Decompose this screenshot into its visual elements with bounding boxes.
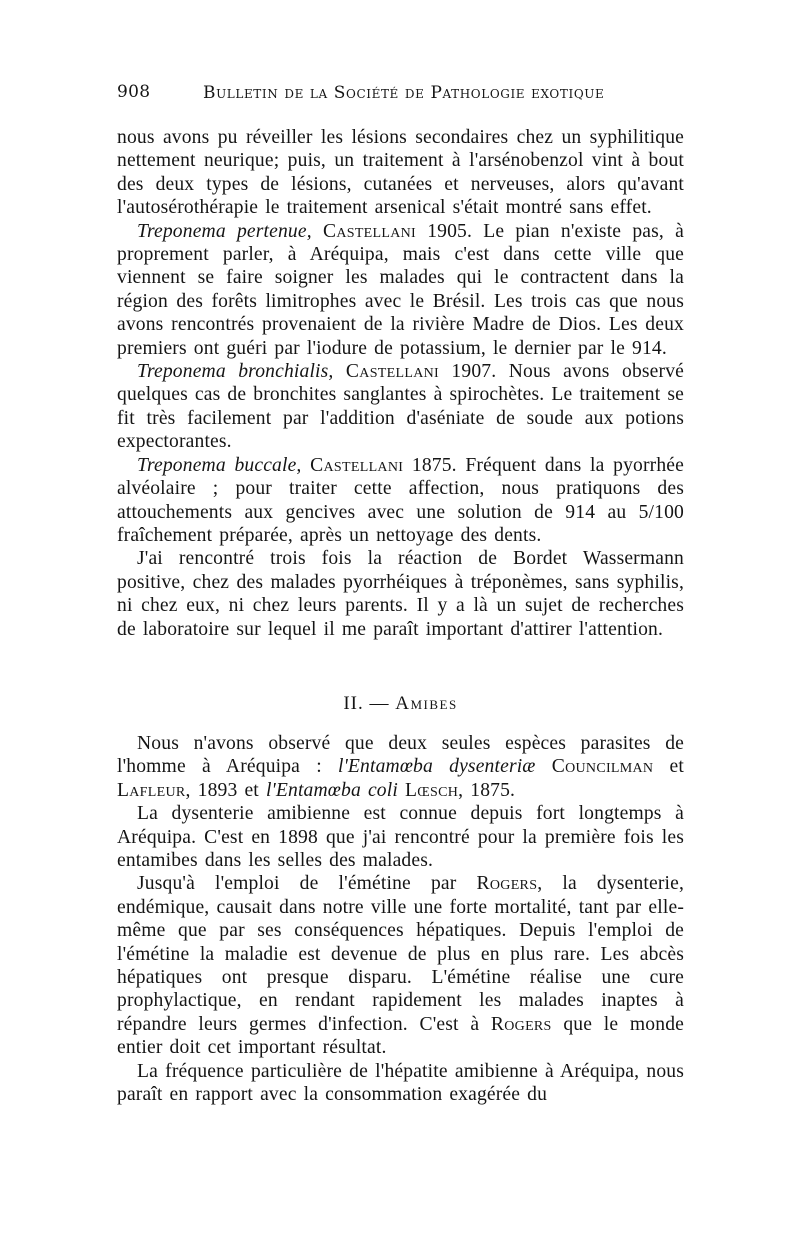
body-text-bottom	[117, 732, 684, 1107]
paragraph	[117, 1060, 684, 1107]
paragraph	[117, 802, 684, 872]
paragraph-text: Jusqu'à l'emploi de l'émétine par	[137, 873, 477, 895]
paragraph	[117, 732, 684, 802]
paragraph-text: nous avons pu réveiller les lésions secondaires chez un syphilitique nettement neurique; puis, un traitement à l'arsénobenzol vint à bout des deux types de lésions, cutanées et nerveuses, alors qu'avant l'autosérothérapie le traitement arsenical s'était montré sans effet.	[117, 127, 684, 219]
author-name: Rogers	[476, 873, 538, 895]
species-name: l'Entamœba coli	[265, 779, 398, 801]
author-name: Castellani	[345, 361, 439, 383]
section-title: Amibes	[395, 693, 458, 714]
paragraph-text: , 1893 et	[185, 779, 266, 801]
paragraph-text: que le monde entier doit cet important résultat.	[117, 1013, 684, 1059]
paragraph	[117, 547, 684, 641]
author-name: Castellani	[322, 220, 417, 242]
journal-title: Bulletin de la Société de Pathologie exotique	[203, 83, 605, 103]
paragraph-text: J'ai rencontré trois fois la réaction de Bordet Wassermann positive, chez des malades pyorrhéiques à tréponèmes, sans syphilis, ni chez eux, ni chez leurs parents. Il y a là un sujet de recherches de laboratoire sur lequel il me paraît important d'attirer l'attention.	[117, 548, 684, 640]
paragraph	[117, 126, 684, 220]
running-head	[117, 82, 697, 108]
section-number: II. —	[343, 693, 390, 714]
author-name: Castellani	[310, 454, 404, 476]
species-name: Treponema buccale,	[137, 454, 302, 476]
species-name: Treponema bronchialis,	[137, 361, 334, 383]
paragraph	[117, 454, 684, 548]
paragraph-text: et	[653, 756, 684, 778]
body-text-top	[117, 126, 684, 641]
author-name: Lœsch	[405, 779, 459, 801]
author-name: Lafleur	[117, 779, 186, 801]
paragraph-text: 1875. Fréquent dans la pyorrhée alvéolaire ; pour traiter cette affection, nous pratiquons des attouchements aux gencives avec une solution de 914 au 5/100 fraîchement préparée, après un nettoyage des dents.	[117, 454, 684, 546]
section-heading	[117, 693, 684, 715]
paragraph	[117, 220, 684, 360]
paragraph	[117, 872, 684, 1059]
paragraph	[117, 360, 684, 454]
author-name: Councilman	[551, 756, 654, 778]
paragraph-text: , 1875.	[458, 779, 516, 801]
page-number: 908	[117, 82, 151, 102]
paragraph-text: 1905. Le pian n'existe pas, à proprement parler, à Aréquipa, mais c'est dans cette ville que viennent se faire soigner les malades qui le contractent dans la région des forêts limitrophes avec le Brésil. Les trois cas que nous avons rencontrés provenaient de la rivière Madre de Dios. Les deux premiers ont guéri par l'iodure de potassium, le dernier par le 914.	[117, 220, 684, 359]
paragraph-text: La fréquence particulière de l'hépatite amibienne à Aréquipa, nous paraît en rapport avec la consommation exagérée du	[117, 1060, 684, 1106]
paragraph-text: , la dysenterie, endémique, causait dans notre ville une forte mortalité, tant par elle-même que par ses conséquences hépatiques. Depuis l'emploi de l'émétine la maladie est devenue de plus en plus rare. Les abcès hépatiques ont presque disparu. L'émétine réalise une cure prophylactique, en rendant rapidement les malades inaptes à répandre leurs germes d'infection. C'est à	[117, 873, 684, 1035]
author-name: Rogers	[490, 1013, 552, 1035]
paragraph-text: 1907. Nous avons observé quelques cas de bronchites sanglantes à spirochètes. Le traitement se fit très facilement par l'addition d'aséniate de soude aux potions expectorantes.	[117, 361, 684, 453]
paragraph-text: La dysenterie amibienne est connue depuis fort longtemps à Aréquipa. C'est en 1898 que j'ai rencontré pour la première fois les entamibes dans les selles des malades.	[117, 803, 684, 872]
paragraph-text: Nous n'avons observé que deux seules espèces parasites de l'homme à Aréquipa :	[117, 733, 684, 778]
species-name: Treponema pertenue,	[137, 220, 312, 242]
species-name: l'Entamœba dysenteriæ	[338, 756, 536, 778]
